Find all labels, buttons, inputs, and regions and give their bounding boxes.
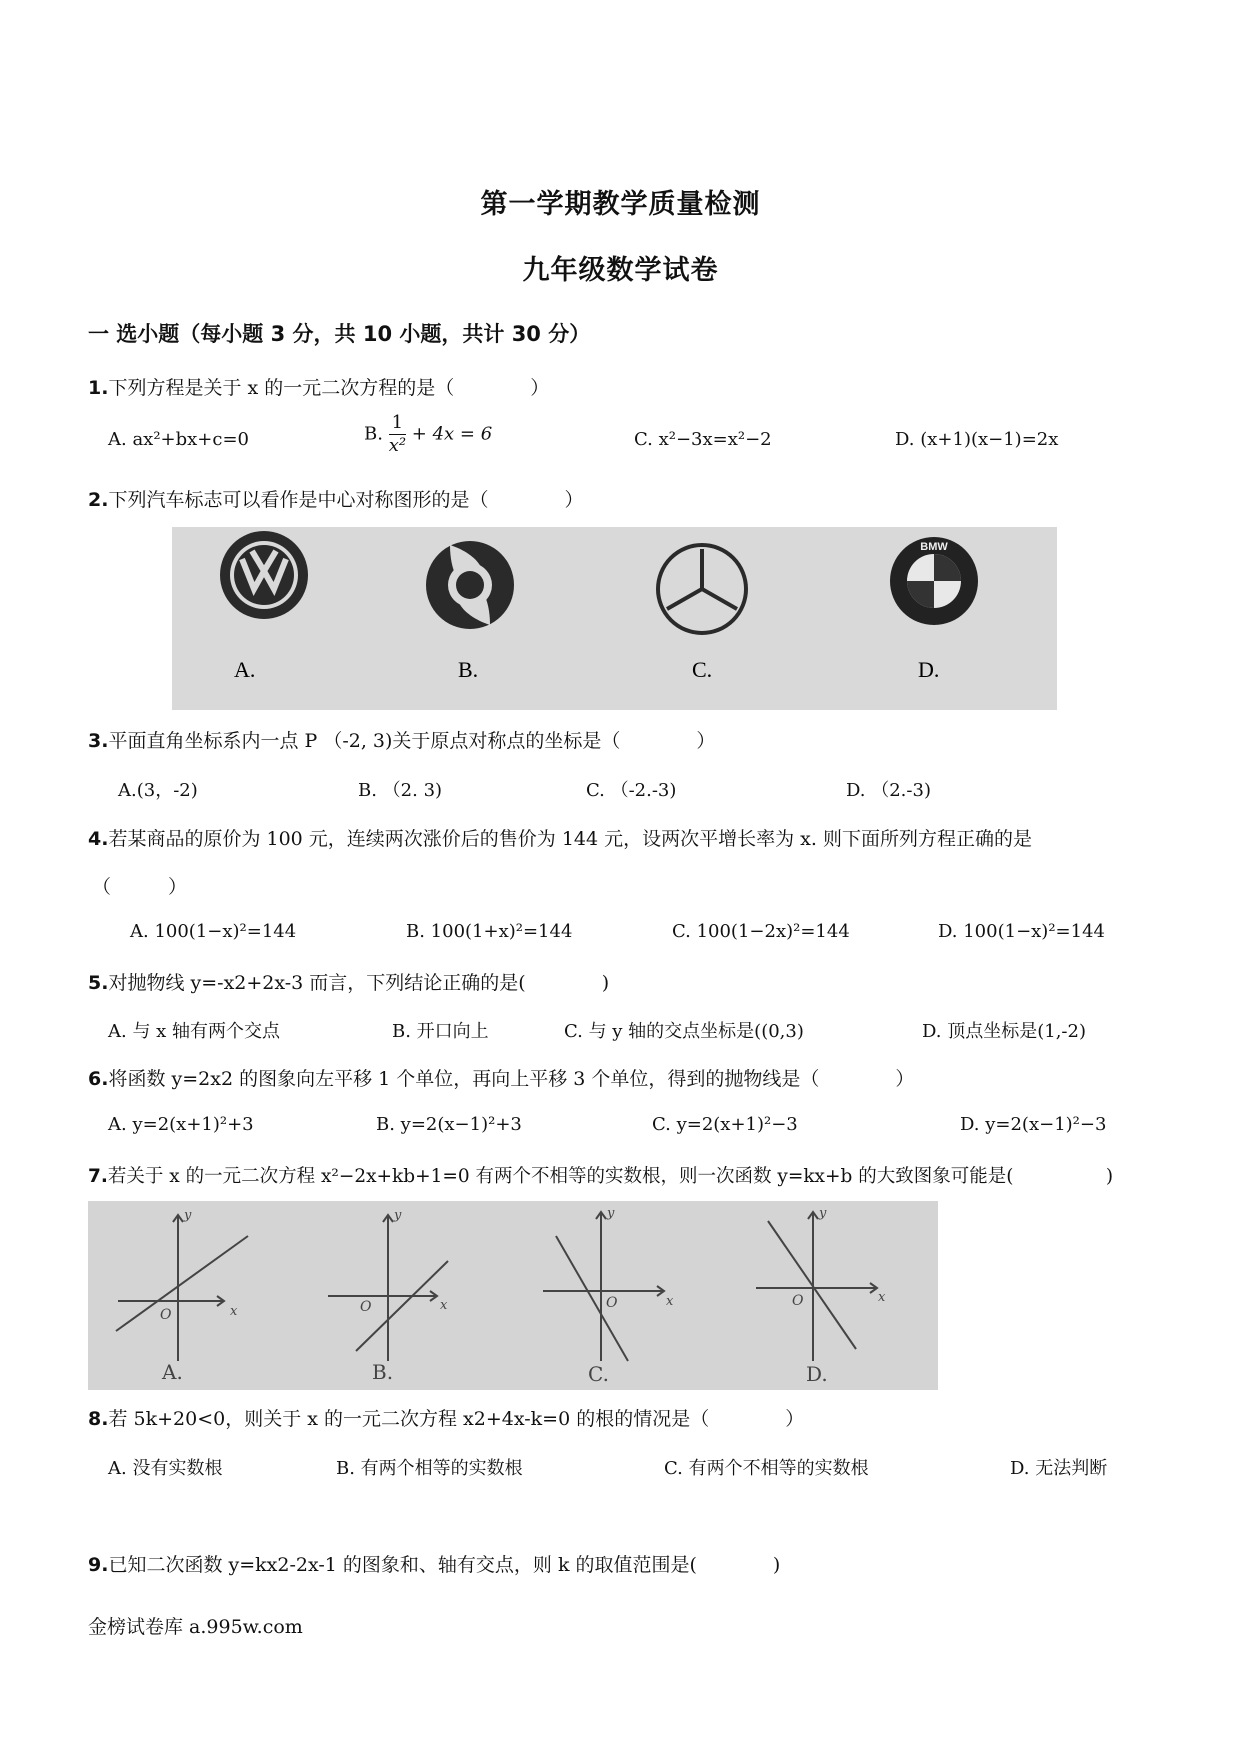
axis-label-y: y	[184, 1208, 192, 1223]
question-number: 2.	[88, 489, 109, 511]
origin-label: O	[360, 1299, 372, 1315]
option-c: C. y=2(x+1)²−3	[652, 1114, 798, 1135]
fraction-denominator: x²	[388, 435, 407, 456]
logo-label-b: B.	[458, 657, 479, 682]
fraction-numerator: 1	[389, 412, 406, 435]
question-6	[88, 1064, 914, 1091]
car-logos-image	[172, 527, 1057, 710]
option-a: A. 没有实数根	[108, 1458, 223, 1479]
option-b: B. 开口向上	[392, 1021, 489, 1042]
question-text: 将函数 y=2x2 的图象向左平移 1 个单位，再向上平移 3 个单位，得到的抛物线是（ ）	[108, 1068, 915, 1090]
section-heading: 一 选小题（每小题 3 分，共 10 小题，共计 30 分）	[88, 322, 591, 346]
option-d: D. (x+1)(x−1)=2x	[895, 429, 1059, 450]
origin-label: O	[606, 1295, 618, 1311]
question-number: 8.	[88, 1408, 109, 1430]
axis-label-y: y	[819, 1206, 827, 1221]
question-2	[88, 485, 583, 512]
option-c: C. （-2.-3)	[586, 780, 677, 801]
question-9	[88, 1550, 780, 1577]
option-b: B. 100(1+x)²=144	[406, 921, 573, 942]
axis-label-x: x	[878, 1290, 886, 1305]
axis-label-y: y	[394, 1208, 402, 1223]
option-a: A. 100(1−x)²=144	[130, 921, 297, 942]
axis-label-y: y	[607, 1206, 615, 1221]
question-number: 1.	[88, 377, 109, 399]
option-d: D. 顶点坐标是(1,-2)	[922, 1021, 1086, 1042]
page-title: 第一学期教学质量检测	[480, 189, 761, 220]
graph-label: C.	[588, 1362, 609, 1386]
question-text: 平面直角坐标系内一点 P （-2, 3)关于原点对称点的坐标是（ ）	[108, 730, 716, 752]
origin-label: O	[160, 1307, 172, 1323]
question-number: 6.	[88, 1068, 109, 1090]
question-8	[88, 1404, 804, 1431]
question-text: 对抛物线 y=-x2+2x-3 而言，下列结论正确的是( )	[108, 972, 610, 994]
logo-label-d: D.	[918, 657, 940, 682]
linear-graphs-image	[88, 1201, 938, 1390]
option-b: B. （2. 3)	[358, 780, 443, 801]
graph-c	[543, 1206, 674, 1386]
linear-graphs-figure	[88, 1201, 938, 1390]
option-a: A. y=2(x+1)²+3	[108, 1114, 254, 1135]
bmw-text: BMW	[920, 541, 948, 553]
graph-label: B.	[372, 1360, 394, 1384]
question-number: 3.	[88, 730, 109, 752]
footer-source: 金榜试卷库 a.995w.com	[88, 1616, 303, 1638]
graph-a	[116, 1208, 248, 1384]
graph-label: D.	[806, 1362, 828, 1386]
option-a: A.(3，-2)	[118, 780, 198, 801]
option-d: D. 无法判断	[1010, 1458, 1108, 1479]
option-b	[364, 412, 492, 457]
question-number: 4.	[88, 828, 109, 850]
question-text: 下列方程是关于 x 的一元二次方程的是（ ）	[108, 377, 550, 399]
option-a: A. ax²+bx+c=0	[108, 429, 249, 450]
question-text: 若 5k+20<0，则关于 x 的一元二次方程 x2+4x-k=0 的根的情况是（ ）	[108, 1408, 805, 1430]
graph-d	[756, 1206, 886, 1386]
page-subtitle: 九年级数学试卷	[522, 255, 719, 286]
option-d: D. 100(1−x)²=144	[938, 921, 1105, 942]
option-c: C. 100(1−2x)²=144	[672, 921, 850, 942]
question-text: 若某商品的原价为 100 元，连续两次涨价后的售价为 144 元，设两次平增长率为 x. 则下面所列方程正确的是	[108, 828, 1032, 850]
question-5	[88, 968, 609, 995]
option-c: C. 有两个不相等的实数根	[664, 1458, 869, 1479]
option-c: C. 与 y 轴的交点坐标是((0,3)	[564, 1021, 804, 1042]
option-d: D. （2.-3)	[846, 780, 931, 801]
graph-label: A.	[162, 1360, 183, 1384]
mercedes-logo	[658, 545, 746, 633]
option-b: B. y=2(x−1)²+3	[376, 1114, 522, 1135]
axis-label-x: x	[440, 1298, 448, 1313]
vw-logo	[220, 531, 308, 619]
answer-paren: （ ）	[92, 876, 188, 898]
question-4	[88, 824, 1032, 851]
question-number: 9.	[88, 1554, 109, 1576]
axis-label-x: x	[230, 1304, 238, 1319]
question-number: 7.	[88, 1166, 108, 1187]
option-b: B. 有两个相等的实数根	[336, 1458, 523, 1479]
dongfeng-logo	[426, 541, 514, 629]
option-label: B.	[364, 423, 383, 445]
question-1	[88, 373, 549, 400]
logo-label-a: A.	[234, 657, 256, 682]
car-logos-figure	[172, 527, 1057, 710]
option-c: C. x²−3x=x²−2	[634, 429, 772, 450]
option-d: D. y=2(x−1)²−3	[960, 1114, 1107, 1135]
question-text: 已知二次函数 y=kx2-2x-1 的图象和、轴有交点，则 k 的取值范围是( )	[108, 1554, 781, 1576]
logo-label-c: C.	[692, 657, 713, 682]
question-number: 5.	[88, 972, 109, 994]
axis-label-x: x	[666, 1294, 674, 1309]
option-expression: + 4x = 6	[411, 423, 493, 445]
origin-label: O	[792, 1293, 804, 1309]
question-3	[88, 726, 715, 753]
question-text: 若关于 x 的一元二次方程 x²−2x+kb+1=0 有两个不相等的实数根，则一次函数 y=kx+b 的大致图象可能是( )	[107, 1166, 1114, 1187]
question-text: 下列汽车标志可以看作是中心对称图形的是（ ）	[108, 489, 584, 511]
option-a: A. 与 x 轴有两个交点	[108, 1021, 281, 1042]
graph-b	[328, 1208, 448, 1384]
bmw-logo	[890, 537, 978, 625]
fraction	[389, 412, 406, 457]
question-7	[88, 1162, 1113, 1188]
